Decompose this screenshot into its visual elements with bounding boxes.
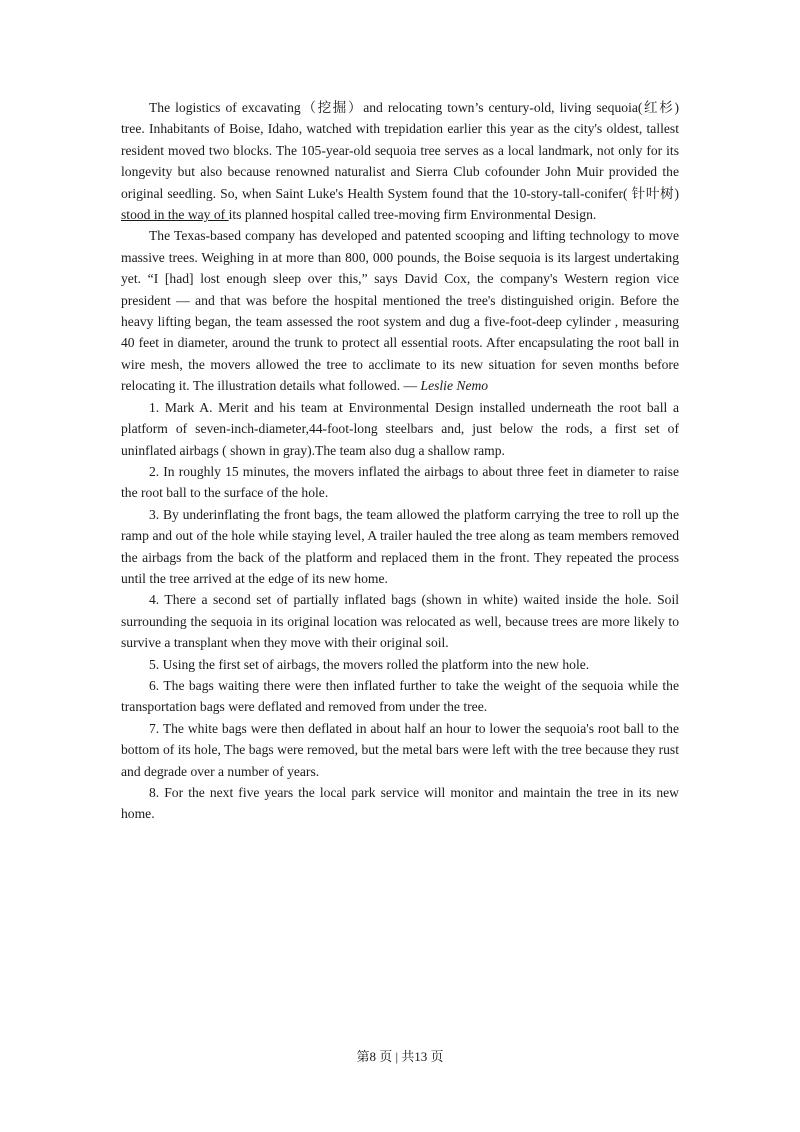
step-7: 7. The white bags were then deflated in about half an hour to lower the sequoia's root ball to the bottom of its hole, The bags were removed, but the metal bars were left with the tree because they rust and degrade over a number of years. (121, 720, 679, 779)
passage-body (121, 97, 679, 825)
step-2: 2. In roughly 15 minutes, the movers inflated the airbags to about three feet in diameter to raise the root ball to the surface of the hole. (121, 463, 679, 501)
step-8: 8. For the next five years the local park service will monitor and maintain the tree in its new home. (121, 785, 679, 822)
paragraph-company-text: The Texas-based company has developed and patented scooping and lifting technology to move massive trees. Weighing in at more than 800, 000 pounds, the Boise sequoia is its largest undertaking yet. “I [had] lost enough sleep over this,” says David Cox, the company's Western region vice president — and that was before the hospital mentioned the tree's distinguished origin. Before the heavy lifting began, the team assessed the root system and dug a five-foot-deep cylinder , measuring 40 feet in diameter, around the trunk to protect all essential roots. After encapsulating the root ball in wire mesh, the movers allowed the tree to acclimate to its new situation for seven months before relocating it. The illustration details what followed. — (121, 228, 679, 394)
step-6: 6. The bags waiting there were then inflated further to take the weight of the sequoia while the transportation bags were deflated and removed from under the tree. (121, 677, 679, 715)
step-4: 4. There a second set of partially inflated bags (shown in white) waited inside the hole. Soil surrounding the sequoia in its original location was relocated as well, because trees are more likely to survive a transplant when they move with their original soil. (121, 592, 679, 651)
page-footer (0, 1046, 800, 1065)
author-name: Leslie Nemo (420, 378, 489, 394)
step-3: 3. By underinflating the front bags, the team allowed the platform carrying the tree to roll up the ramp and out of the hole while staying level, A trailer hauled the tree along as team members removed the airbags from the back of the platform and replaced them in the front. They repeated the process until the tree arrived at the edge of its new home. (121, 506, 679, 586)
paragraph-intro-text-a: The logistics of excavating（挖掘）and relocating town’s century-old, living sequoia(红杉) tree. Inhabitants of Boise, Idaho, watched with trepidation earlier this year as the city's oldest, tallest resident moved two blocks. The 105-year-old sequoia tree serves as a local landmark, not only for its longevity but also because renowned naturalist and Sierra Club cofounder John Muir provided the original seedling. So, when Saint Luke's Health System found that the 10-story-tall-conifer( 针叶树) (121, 100, 679, 201)
paragraph-intro-text-b: its planned hospital called tree-moving firm Environmental Design. (228, 207, 597, 223)
paragraph-company (121, 225, 679, 396)
page-number: 第8 页 | 共13 页 (356, 1049, 444, 1064)
underlined-phrase: stood in the way of (121, 207, 229, 223)
step-1: 1. Mark A. Merit and his team at Environmental Design installed underneath the root ball a platform of seven-inch-diameter,44-foot-long steelbars and, just below the rods, a first set of uninflated airbags ( shown in gray).The team also dug a shallow ramp. (121, 399, 679, 458)
step-5: 5. Using the first set of airbags, the movers rolled the platform into the new hole. (149, 656, 590, 672)
paragraph-intro (121, 97, 679, 225)
